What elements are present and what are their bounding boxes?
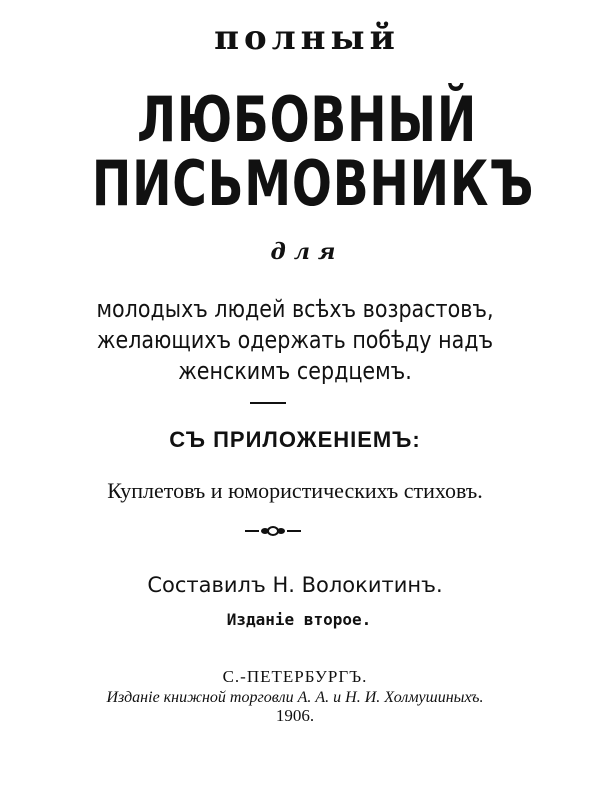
title-word-dlya: для bbox=[270, 239, 344, 265]
subtitle-line-2: желающихъ одержать побѣду надъ bbox=[96, 326, 494, 354]
edition-note: Изданіе второе. bbox=[226, 610, 372, 629]
subtitle-line-3: женскимъ сердцемъ. bbox=[178, 357, 412, 385]
title-word-pismovnik: ПИСЬМОВНИКЪ bbox=[91, 147, 535, 220]
title-word-lyubovnyi: ЛЮБОВНЫЙ bbox=[136, 83, 478, 156]
appendix-heading: СЪ ПРИЛОЖЕНІЕМЪ: bbox=[169, 427, 421, 452]
publication-city: С.-ПЕТЕРБУРГЪ. bbox=[222, 667, 368, 686]
appendix-description: Куплетовъ и юмористическихъ стиховъ. bbox=[107, 478, 483, 503]
publication-year: 1906. bbox=[275, 706, 315, 725]
title-word-polnyi: полный bbox=[214, 18, 400, 58]
compiler-credit: Составилъ Н. Волокитинъ. bbox=[147, 573, 443, 597]
ornament-divider-icon bbox=[245, 524, 301, 538]
publisher-line: Изданіе книжной торговли А. А. и Н. И. Холмушиныхъ. bbox=[106, 689, 484, 706]
section-divider-rule bbox=[250, 402, 286, 404]
subtitle-line-1: молодыхъ людей всѣхъ возрастовъ, bbox=[96, 295, 494, 323]
